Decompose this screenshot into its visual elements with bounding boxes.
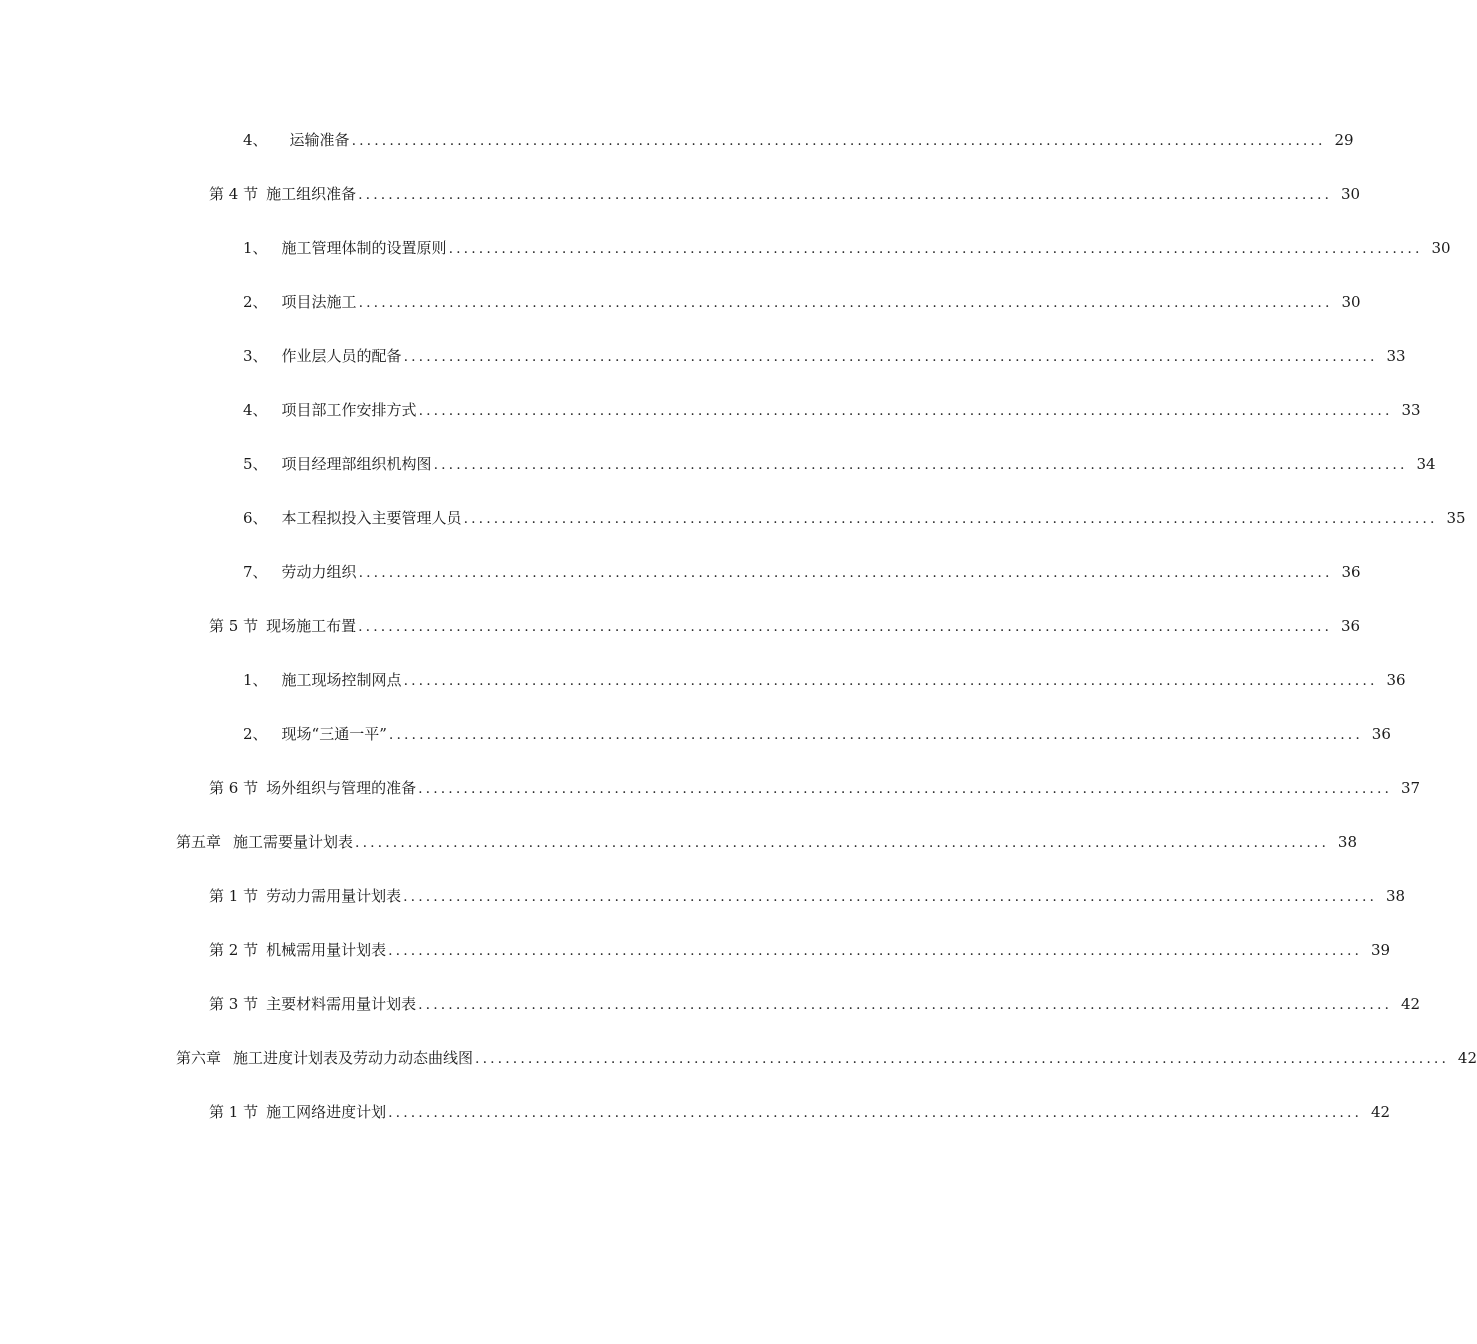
toc-entry[interactable] [0, 236, 1451, 260]
toc-entry-title: 项目部工作安排方式 [281, 401, 417, 419]
toc-entry-text [243, 290, 357, 314]
toc-entry-page: 42 [1401, 995, 1421, 1013]
toc-entry-text [209, 776, 416, 800]
toc-entry-page: 30 [1341, 185, 1361, 203]
toc-entry-number: 第 4 节 [209, 185, 259, 203]
toc-entry[interactable] [0, 776, 1421, 800]
toc-entry[interactable] [0, 830, 1358, 854]
toc-entry-page: 36 [1371, 725, 1391, 743]
toc-entry-text [209, 938, 386, 962]
toc-entry-number: 第 2 节 [209, 941, 259, 959]
toc-entry-number: 第 5 节 [209, 617, 259, 635]
toc-entry-title: 场外组织与管理的准备 [266, 779, 417, 797]
toc-entry[interactable] [0, 722, 1391, 746]
toc-entry[interactable] [0, 668, 1406, 692]
toc-entry-number: 4、 [243, 131, 268, 149]
toc-entry-number: 4、 [243, 401, 268, 419]
toc-entry-text [243, 668, 402, 692]
toc-entry-text [209, 182, 356, 206]
toc-entry[interactable] [0, 992, 1421, 1016]
toc-entry-page: 37 [1401, 779, 1421, 797]
toc-entry-title: 施工进度计划表及劳动力动态曲线图 [233, 1049, 474, 1067]
toc-entry-page: 36 [1386, 671, 1406, 689]
toc-entry-title: 项目法施工 [281, 293, 357, 311]
toc-entry-page: 38 [1337, 833, 1358, 851]
toc-leader-dots: ................................................................................................................................. [355, 835, 1330, 851]
toc-entry[interactable] [0, 452, 1436, 476]
toc-entry-number: 7、 [243, 563, 268, 581]
toc-entry-number: 第 1 节 [209, 1103, 259, 1121]
toc-entry-title: 本工程拟投入主要管理人员 [281, 509, 462, 527]
toc-entry-text [243, 128, 350, 152]
toc-entry[interactable] [0, 1100, 1391, 1124]
toc-entry-title: 运输准备 [289, 131, 350, 149]
toc-leader-dots: ................................................................................................................................. [418, 781, 1393, 797]
toc-entry[interactable] [0, 614, 1361, 638]
toc-entry-number: 6、 [243, 509, 268, 527]
toc-entry[interactable] [0, 290, 1361, 314]
toc-entry-number: 第五章 [176, 833, 222, 851]
toc-entry-page: 34 [1416, 455, 1436, 473]
toc-leader-dots: ................................................................................................................................. [475, 1051, 1450, 1067]
toc-entry[interactable] [0, 128, 1354, 152]
toc-entry-title: 机械需用量计划表 [266, 941, 387, 959]
toc-leader-dots: ................................................................................................................................. [388, 727, 1363, 743]
toc-entry-number: 第 1 节 [209, 887, 259, 905]
toc-entry[interactable] [0, 560, 1361, 584]
toc-leader-dots: ................................................................................................................................. [358, 187, 1333, 203]
toc-entry[interactable] [0, 398, 1421, 422]
toc-entry-page: 29 [1334, 131, 1354, 149]
toc-entry-title: 劳动力需用量计划表 [266, 887, 402, 905]
toc-entry-text [243, 506, 462, 530]
toc-entry-text [243, 236, 447, 260]
toc-leader-dots: ................................................................................................................................. [448, 241, 1423, 257]
toc-entry-page: 36 [1341, 617, 1361, 635]
toc-entry-number: 1、 [243, 239, 268, 257]
toc-entry-title: 施工网络进度计划 [266, 1103, 387, 1121]
toc-entry-number: 2、 [243, 293, 268, 311]
toc-leader-dots: ................................................................................................................................. [418, 403, 1393, 419]
toc-entry-text [209, 884, 401, 908]
toc-entry-title: 劳动力组织 [281, 563, 357, 581]
toc-leader-dots: ................................................................................................................................. [351, 133, 1326, 149]
toc-entry-title: 项目经理部组织机构图 [281, 455, 432, 473]
toc-leader-dots: ................................................................................................................................. [358, 565, 1333, 581]
toc-entry-page: 33 [1401, 401, 1421, 419]
toc-leader-dots: ................................................................................................................................. [403, 889, 1378, 905]
toc-leader-dots: ................................................................................................................................. [358, 619, 1333, 635]
toc-entry-text [176, 830, 353, 854]
toc-entry-text [243, 560, 357, 584]
toc-entry-text [243, 452, 432, 476]
toc-entry-page: 36 [1341, 563, 1361, 581]
toc-entry[interactable] [0, 1046, 1477, 1070]
toc-entry[interactable] [0, 506, 1466, 530]
toc-entry[interactable] [0, 344, 1406, 368]
toc-entry-title: 现场施工布置 [266, 617, 357, 635]
toc-entry-page: 30 [1341, 293, 1361, 311]
toc-entry-text [209, 992, 416, 1016]
toc-leader-dots: ................................................................................................................................. [463, 511, 1438, 527]
toc-entry-title: 施工组织准备 [266, 185, 357, 203]
toc-entry-page: 38 [1386, 887, 1406, 905]
toc-entry[interactable] [0, 182, 1361, 206]
toc-entry-title: 施工需要量计划表 [233, 833, 354, 851]
toc-entry-number: 第 3 节 [209, 995, 259, 1013]
toc-entry-number: 5、 [243, 455, 268, 473]
toc-leader-dots: ................................................................................................................................. [433, 457, 1408, 473]
toc-leader-dots: ................................................................................................................................. [358, 295, 1333, 311]
toc-entry-title: 现场“三通一平” [281, 725, 387, 743]
toc-entry[interactable] [0, 884, 1406, 908]
toc-entry-text [209, 1100, 386, 1124]
toc-entry-title: 作业层人员的配备 [281, 347, 402, 365]
toc-entry-text [243, 398, 417, 422]
toc-leader-dots: ................................................................................................................................. [388, 943, 1363, 959]
toc-leader-dots: ................................................................................................................................. [418, 997, 1393, 1013]
toc-entry[interactable] [0, 938, 1391, 962]
toc-leader-dots: ................................................................................................................................. [403, 673, 1378, 689]
toc-entry-page: 33 [1386, 347, 1406, 365]
toc-leader-dots: ................................................................................................................................. [403, 349, 1378, 365]
toc-entry-title: 施工现场控制网点 [281, 671, 402, 689]
toc-entry-page: 39 [1371, 941, 1391, 959]
toc-entry-page: 42 [1371, 1103, 1391, 1121]
toc-entry-text [209, 614, 356, 638]
toc-entry-number: 2、 [243, 725, 268, 743]
toc-entry-number: 3、 [243, 347, 268, 365]
toc-entry-title: 主要材料需用量计划表 [266, 995, 417, 1013]
toc-entry-text [243, 722, 387, 746]
toc-leader-dots: ................................................................................................................................. [388, 1105, 1363, 1121]
toc-entry-page: 35 [1446, 509, 1466, 527]
toc-entry-text [243, 344, 402, 368]
toc-entry-number: 第 6 节 [209, 779, 259, 797]
toc-entry-title: 施工管理体制的设置原则 [281, 239, 447, 257]
toc-entry-page: 30 [1431, 239, 1451, 257]
toc-entry-number: 第六章 [176, 1049, 222, 1067]
toc-entry-number: 1、 [243, 671, 268, 689]
toc-entry-page: 42 [1457, 1049, 1477, 1067]
toc-entry-text [176, 1046, 473, 1070]
